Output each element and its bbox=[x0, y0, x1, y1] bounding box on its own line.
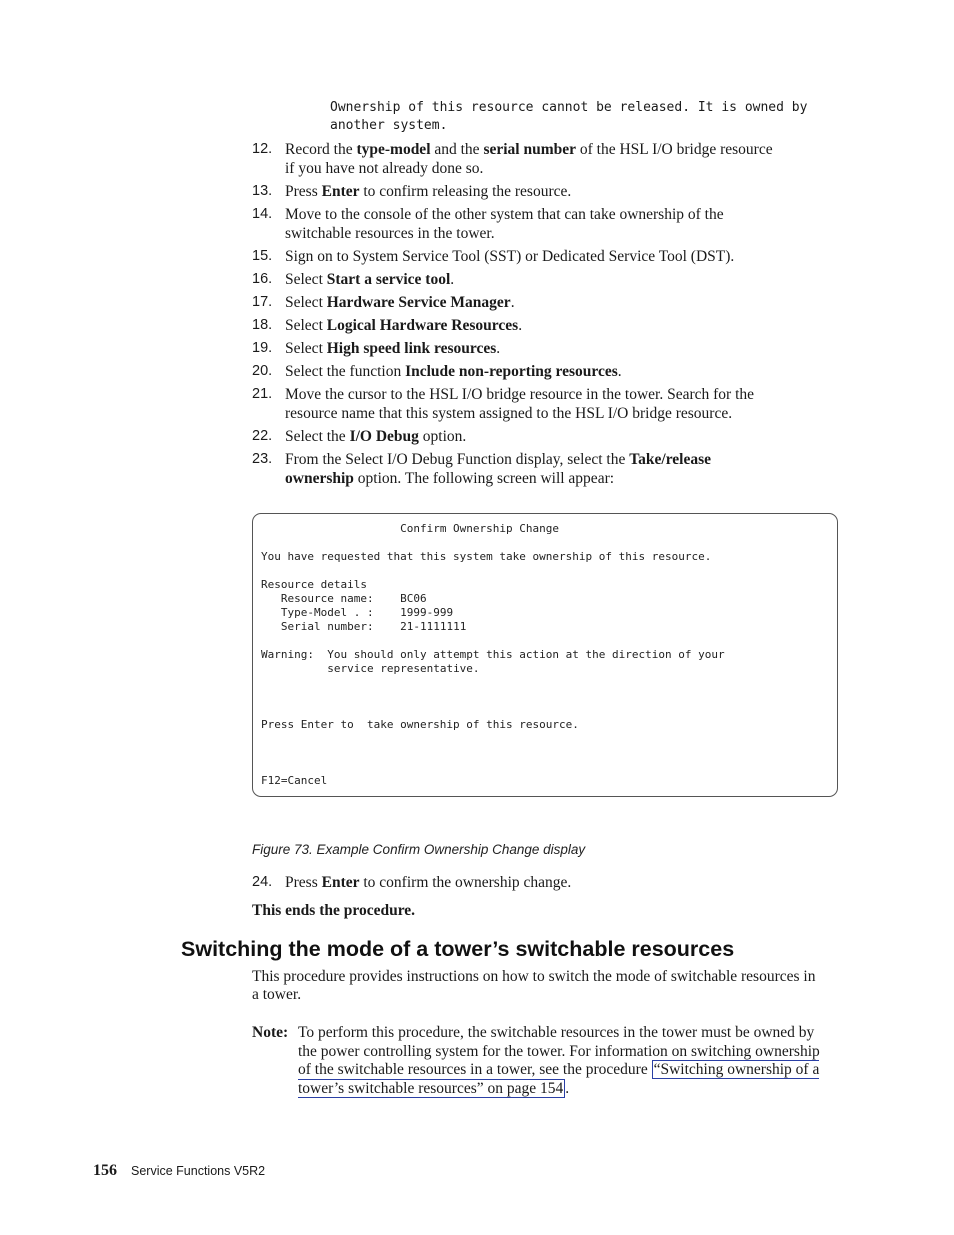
step-text: Select bbox=[285, 294, 327, 311]
procedure-steps-list bbox=[252, 140, 842, 488]
step-text: Select the function bbox=[285, 363, 406, 380]
step-12 bbox=[252, 140, 842, 178]
step-bold-term: High speed link resources bbox=[326, 340, 497, 357]
function-key-f12-cancel: F12=Cancel bbox=[261, 774, 328, 787]
step-number: 14. bbox=[252, 206, 273, 222]
step-text: option. The following screen will appear: bbox=[353, 470, 615, 487]
step-24 bbox=[252, 873, 875, 892]
step-text-line-1 bbox=[285, 427, 842, 446]
resource-details-heading: Resource details bbox=[261, 578, 367, 591]
step-text: . bbox=[617, 363, 622, 380]
serial-number-value: 21-1111111 bbox=[400, 620, 467, 633]
step-text-line-1 bbox=[285, 247, 842, 266]
resource-name-label: Resource name: bbox=[280, 592, 374, 605]
step-number: 12. bbox=[252, 141, 273, 157]
step-text-line-1 bbox=[285, 182, 842, 201]
step-15 bbox=[252, 247, 842, 266]
step-text-line-1 bbox=[285, 450, 842, 469]
step-number: 21. bbox=[252, 386, 273, 402]
figure-caption: Figure 73. Example Confirm Ownership Change display bbox=[252, 842, 586, 857]
link-text-part-2: page 154 bbox=[506, 1079, 564, 1097]
step-text-line-1 bbox=[285, 362, 842, 381]
step-text: resource name that this system assigned to the HSL I/O bridge resource. bbox=[285, 405, 733, 422]
step-22 bbox=[252, 427, 842, 446]
step-text: . bbox=[510, 294, 515, 311]
link-text-part-1: “Switching ownership of a tower’s switchable resources” on bbox=[298, 1061, 820, 1097]
step-bold-term: Start a service tool bbox=[326, 271, 451, 288]
step-text: option. bbox=[418, 428, 467, 445]
step-14 bbox=[252, 205, 842, 243]
step-bold-term: type-model bbox=[356, 141, 431, 158]
step-20 bbox=[252, 362, 842, 381]
step-16 bbox=[252, 270, 842, 289]
step-text-line-1 bbox=[285, 316, 842, 335]
step-text-line-1 bbox=[285, 140, 842, 159]
step-19 bbox=[252, 339, 842, 358]
step-text: switchable resources in the tower. bbox=[285, 225, 495, 242]
step-text-bold: Enter bbox=[321, 874, 360, 891]
step-number: 20. bbox=[252, 363, 273, 379]
screen-title: Confirm Ownership Change bbox=[400, 522, 560, 535]
step-text-line-2 bbox=[285, 224, 842, 243]
step-text: . bbox=[450, 271, 455, 288]
warning-line-2: service representative. bbox=[327, 662, 480, 675]
screen-prompt: Press Enter to take ownership of this resource. bbox=[261, 718, 579, 731]
warning-line-1: You should only attempt this action at the direction of your bbox=[327, 648, 725, 661]
step-bold-term: Include non-reporting resources bbox=[405, 363, 618, 380]
step-text-line-2 bbox=[285, 469, 842, 488]
step-number: 19. bbox=[252, 340, 273, 356]
step-text: . bbox=[518, 317, 523, 334]
serial-number-label: Serial number: bbox=[280, 620, 374, 633]
step-number: 13. bbox=[252, 183, 273, 199]
step-text: Move to the console of the other system that can take ownership of the bbox=[285, 206, 724, 223]
step-number: 16. bbox=[252, 271, 273, 287]
footer-title: Service Functions V5R2 bbox=[131, 1164, 266, 1178]
step-text-line-1 bbox=[285, 270, 842, 289]
step-21 bbox=[252, 385, 842, 423]
step-text: Select bbox=[285, 317, 327, 334]
step-text: Press bbox=[285, 183, 322, 200]
note-text: To perform this procedure, the switchable resources in the tower must be owned by the power controlling system for the tower. For information on switching ownership of the switchable resources in a tower, see the procedure bbox=[298, 1024, 820, 1078]
step-text: Select bbox=[285, 271, 327, 288]
step-bold-term: Logical Hardware Resources bbox=[326, 317, 519, 334]
page-number: 156 bbox=[93, 1162, 117, 1179]
step-text-line-2 bbox=[285, 159, 842, 178]
step-text: if you have not already done so. bbox=[285, 160, 484, 177]
step-text: . bbox=[496, 340, 501, 357]
release-error-line-1: Ownership of this resource cannot be released. It is owned by bbox=[330, 100, 808, 115]
step-number: 18. bbox=[252, 317, 273, 333]
step-bold-term: Enter bbox=[321, 183, 360, 200]
step-bold-term: serial number bbox=[483, 141, 577, 158]
confirm-ownership-screen bbox=[252, 513, 838, 797]
release-error-line-2: another system. bbox=[330, 118, 448, 133]
step-text: Select the bbox=[285, 428, 350, 445]
step-bold-term: Hardware Service Manager bbox=[326, 294, 511, 311]
section-intro: This procedure provides instructions on how to switch the mode of switchable resources in a tower. bbox=[252, 968, 816, 1003]
step-text-line-1 bbox=[285, 293, 842, 312]
step-number: 15. bbox=[252, 248, 273, 264]
step-text-pre: Press bbox=[285, 874, 322, 891]
screen-text bbox=[261, 522, 725, 788]
step-number: 23. bbox=[252, 451, 273, 467]
step-18 bbox=[252, 316, 842, 335]
step-text-line-1 bbox=[285, 339, 842, 358]
page-footer bbox=[93, 1162, 265, 1180]
step-number: 24. bbox=[252, 874, 273, 890]
step-text-line-1 bbox=[285, 385, 842, 404]
step-text: Move the cursor to the HSL I/O bridge resource in the tower. Search for the bbox=[285, 386, 755, 403]
warning-label: Warning: bbox=[261, 648, 314, 661]
section-heading: Switching the mode of a tower’s switchable resources bbox=[181, 937, 735, 961]
step-text-post: to confirm the ownership change. bbox=[359, 874, 572, 891]
step-text: Record the bbox=[285, 141, 357, 158]
step-23 bbox=[252, 450, 842, 488]
type-model-label: Type-Model . : bbox=[280, 606, 374, 619]
resource-name-value: BC06 bbox=[400, 592, 427, 605]
step-text-line-2 bbox=[285, 404, 842, 423]
step-number: 17. bbox=[252, 294, 273, 310]
note-label: Note: bbox=[252, 1024, 289, 1041]
step-text-line-1 bbox=[285, 205, 842, 224]
step-text: From the Select I/O Debug Function display, select the bbox=[285, 451, 630, 468]
step-text: Sign on to System Service Tool (SST) or Dedicated Service Tool (DST). bbox=[285, 248, 735, 265]
note-block bbox=[252, 1024, 832, 1098]
step-number: 22. bbox=[252, 428, 273, 444]
release-error-message bbox=[330, 99, 807, 135]
step-17 bbox=[252, 293, 842, 312]
step-text: Select bbox=[285, 340, 327, 357]
step-13 bbox=[252, 182, 842, 201]
note-end-punctuation: . bbox=[565, 1079, 570, 1097]
step-bold-term: I/O Debug bbox=[349, 428, 419, 445]
note-body bbox=[298, 1024, 832, 1098]
step-text: to confirm releasing the resource. bbox=[359, 183, 572, 200]
step-bold-term: ownership bbox=[285, 470, 354, 487]
step-text: and the bbox=[430, 141, 484, 158]
step-bold-term: Take/release bbox=[629, 451, 712, 468]
type-model-value: 1999-999 bbox=[400, 606, 454, 619]
step-text: of the HSL I/O bridge resource bbox=[576, 141, 773, 158]
screen-request-text: You have requested that this system take ownership of this resource. bbox=[261, 550, 712, 563]
procedure-end-text: This ends the procedure. bbox=[252, 902, 416, 919]
